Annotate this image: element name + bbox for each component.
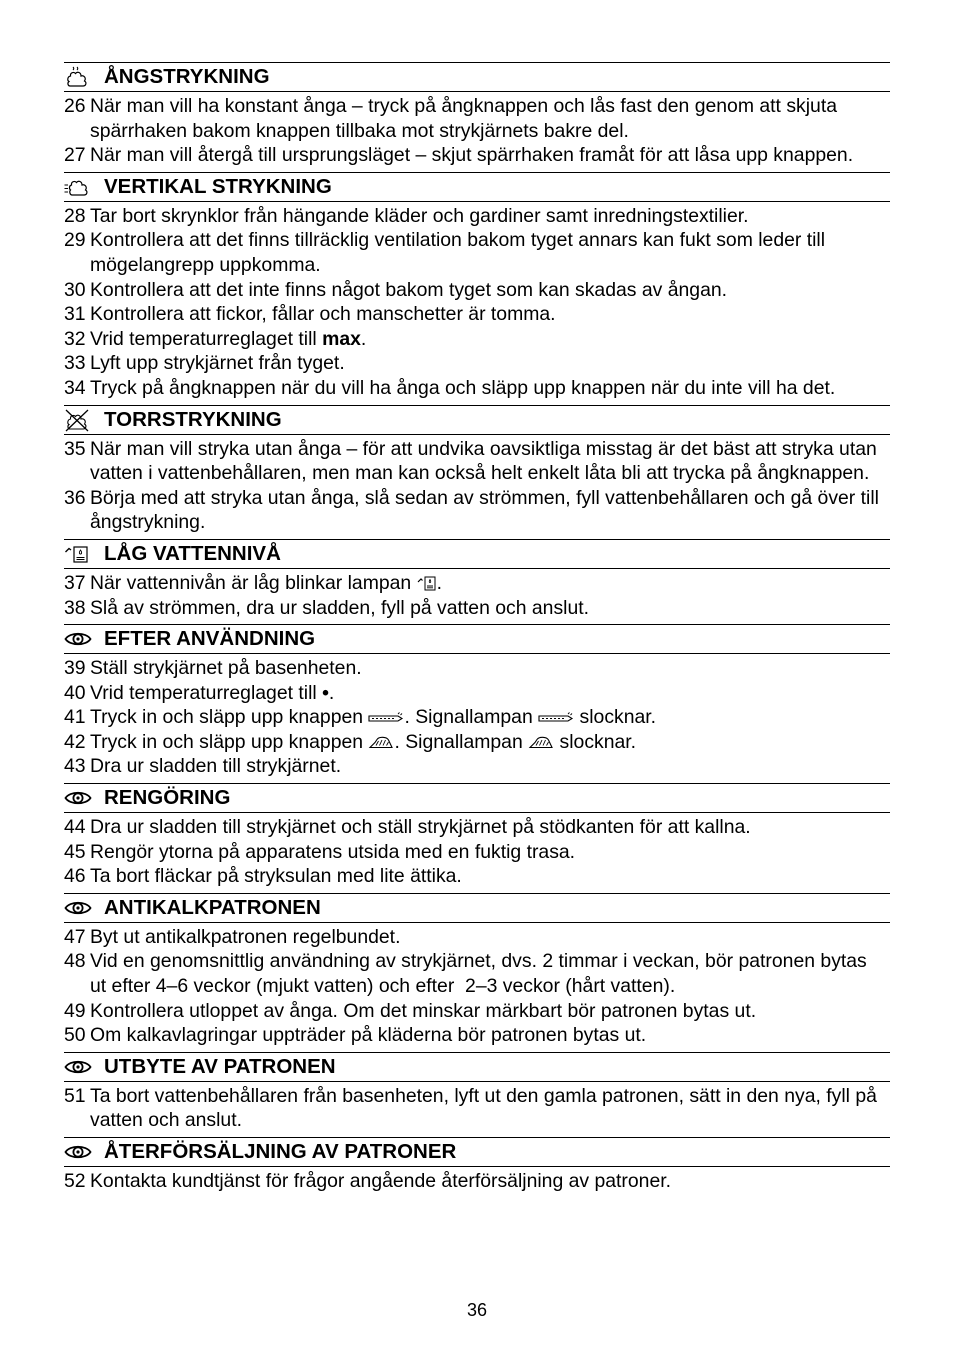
list-item xyxy=(64,754,890,779)
page-number: 36 xyxy=(466,1300,488,1320)
list-item xyxy=(64,143,890,168)
eye-icon xyxy=(64,898,104,918)
item-text-line: mögelangrepp uppkomma. xyxy=(90,253,321,276)
section-heading xyxy=(64,893,890,923)
item-text-line: vatten och anslut. xyxy=(90,1109,242,1132)
list-item xyxy=(64,705,890,730)
list-item xyxy=(64,1169,890,1194)
item-number: 37 xyxy=(64,571,86,594)
list-item xyxy=(64,864,890,889)
eye-icon xyxy=(64,1142,104,1162)
steam-lamp-icon xyxy=(538,711,574,725)
item-text-line: spärrhaken bakom knappen tillbaka mot strykjärnets bakre del. xyxy=(90,119,629,142)
item-text: Vrid temperaturreglaget till xyxy=(90,681,323,704)
list-item xyxy=(64,999,890,1024)
item-text: När vattennivån är låg blinkar lampan xyxy=(90,571,417,594)
max-setting-label: max xyxy=(322,327,361,350)
item-text-line: Rengör ytorna på apparatens utsida med en fuktig trasa. xyxy=(90,840,576,863)
section-heading xyxy=(64,62,890,92)
item-text-line: vatten i vattenbehållaren, men man kan också helt enkelt låta bli att trycka på ångknappen. xyxy=(90,462,870,485)
item-number: 43 xyxy=(64,755,86,778)
item-number: 30 xyxy=(64,278,86,301)
item-text-line xyxy=(90,571,442,596)
list-item xyxy=(64,228,890,277)
item-number: 46 xyxy=(64,865,86,888)
list-item xyxy=(64,486,890,535)
item-number: 52 xyxy=(64,1170,86,1192)
low-water-icon xyxy=(64,542,104,566)
list-item xyxy=(64,278,890,303)
item-text-line: När man vill ha konstant ånga – tryck på ångknappen och lås fast den genom att skjuta xyxy=(90,95,837,117)
item-number: 36 xyxy=(64,486,86,509)
item-text: . xyxy=(436,571,442,594)
item-number: 27 xyxy=(64,144,86,167)
item-text-line xyxy=(90,681,334,706)
item-number: 38 xyxy=(64,596,86,619)
section-angstrykning xyxy=(64,62,890,172)
list-item xyxy=(64,1023,890,1048)
item-text-line: När man vill stryka utan ånga – för att undvika oavsiktliga misstag är det bäst att stryka utan xyxy=(90,437,877,460)
section-title: RENGÖRING xyxy=(104,786,231,810)
list-item xyxy=(64,327,890,352)
item-number: 48 xyxy=(64,950,86,973)
list-item xyxy=(64,376,890,401)
vertical-steam-icon xyxy=(64,175,104,199)
list-item xyxy=(64,840,890,865)
list-item xyxy=(64,730,890,755)
item-text-line: Kontrollera utloppet av ånga. Om det minskar märkbart bör patronen bytas ut. xyxy=(90,999,757,1022)
section-heading xyxy=(64,1052,890,1082)
low-water-lamp-icon xyxy=(417,575,437,591)
item-number: 29 xyxy=(64,229,86,252)
item-number: 31 xyxy=(64,303,86,326)
item-text: Vrid temperaturreglaget till xyxy=(90,327,323,350)
item-text-line xyxy=(90,705,656,730)
item-text: . xyxy=(360,327,367,350)
eye-icon xyxy=(64,1057,104,1077)
item-text: Tryck in och släpp upp knappen xyxy=(90,730,369,753)
item-number: 32 xyxy=(64,327,86,350)
section-antikalkpatronen xyxy=(64,893,890,1052)
item-number: 39 xyxy=(64,657,86,680)
item-text-line: ångstrykning. xyxy=(90,511,206,534)
iron-button-icon xyxy=(368,734,394,750)
steam-button-icon xyxy=(368,711,404,725)
list-item xyxy=(64,437,890,486)
section-title: UTBYTE AV PATRONEN xyxy=(104,1054,336,1078)
item-number: 49 xyxy=(64,999,86,1022)
item-text-line: Kontrollera att fickor, fållar och manschetter är tomma. xyxy=(90,303,556,326)
item-text-line: Ta bort fläckar på stryksulan med lite ättika. xyxy=(90,865,462,888)
item-text-line: Dra ur sladden till strykjärnet. xyxy=(90,755,342,778)
list-item xyxy=(64,94,890,143)
item-text-line: Slå av strömmen, dra ur sladden, fyll på vatten och anslut. xyxy=(90,596,590,619)
section-vertikal-strykning xyxy=(64,172,890,405)
section-title: ANTIKALKPATRONEN xyxy=(104,895,321,919)
item-number: 40 xyxy=(64,681,86,704)
section-heading xyxy=(64,172,890,202)
section-torrstrykning xyxy=(64,405,890,539)
dry-ironing-icon xyxy=(64,408,104,432)
section-utbyte-av-patronen xyxy=(64,1052,890,1137)
section-rengoring xyxy=(64,783,890,893)
item-text-line xyxy=(90,730,636,755)
steam-icon xyxy=(64,65,104,89)
section-title: ÅNGSTRYKNING xyxy=(104,65,270,88)
list-item xyxy=(64,1084,890,1133)
section-title: VERTIKAL STRYKNING xyxy=(104,174,332,198)
item-text-line: Ta bort vattenbehållaren från basenheten, lyft ut den gamla patronen, sätt in den nya, fyll på xyxy=(90,1084,877,1107)
item-text: . Signallampan xyxy=(404,706,539,729)
list-item xyxy=(64,681,890,706)
list-item xyxy=(64,815,890,840)
section-heading xyxy=(64,405,890,435)
item-number: 51 xyxy=(64,1084,86,1107)
item-text-line: Börja med att stryka utan ånga, slå sedan av strömmen, fyll vattenbehållaren och gå över till xyxy=(90,486,879,509)
item-number: 42 xyxy=(64,730,86,753)
item-text-line xyxy=(90,327,366,352)
item-number: 33 xyxy=(64,352,86,375)
section-heading xyxy=(64,624,890,654)
section-title: LÅG VATTENNIVÅ xyxy=(104,541,281,565)
item-text: Tryck in och släpp upp knappen xyxy=(90,706,369,729)
item-text: . Signallampan xyxy=(394,730,529,753)
list-item xyxy=(64,302,890,327)
item-text-line: Kontrollera att det inte finns något bakom tyget som kan skadas av ångan. xyxy=(90,278,728,301)
item-text-line: Om kalkavlagringar uppträder på kläderna bör patronen bytas ut. xyxy=(90,1024,647,1047)
item-text-line: Kontrollera att det finns tillräcklig ventilation bakom tyget annars kan fukt som leder till xyxy=(90,229,826,252)
item-number: 41 xyxy=(64,706,86,729)
item-text: slocknar. xyxy=(574,706,657,729)
item-number: 47 xyxy=(64,925,86,948)
item-number: 50 xyxy=(64,1024,86,1047)
eye-icon xyxy=(64,629,104,649)
item-number: 28 xyxy=(64,204,86,227)
list-item xyxy=(64,571,890,596)
section-heading xyxy=(64,783,890,813)
list-item xyxy=(64,204,890,229)
item-text-line: Tar bort skrynklor från hängande kläder och gardiner samt inredningstextilier. xyxy=(90,204,749,227)
item-number: 26 xyxy=(64,95,86,117)
section-title: EFTER ANVÄNDNING xyxy=(104,627,316,651)
item-number: 45 xyxy=(64,840,86,863)
section-title: ÅTERFÖRSÄLJNING AV PATRONER xyxy=(104,1140,457,1163)
item-text-line: När man vill återgå till ursprungsläget – skjut spärrhaken framåt för att låsa upp knappen. xyxy=(90,144,854,167)
item-text: . xyxy=(328,681,335,704)
temperature-dot-symbol: • xyxy=(322,681,329,704)
item-number: 44 xyxy=(64,816,86,839)
item-number: 34 xyxy=(64,376,86,399)
eye-icon xyxy=(64,788,104,808)
section-title: TORRSTRYKNING xyxy=(104,407,282,431)
section-heading xyxy=(64,539,890,569)
list-item xyxy=(64,925,890,950)
item-number: 35 xyxy=(64,437,86,460)
item-text-line: Dra ur sladden till strykjärnet och ställ strykjärnet på stödkanten för att kallna. xyxy=(90,816,751,839)
item-text: slocknar. xyxy=(554,730,637,753)
list-item xyxy=(64,656,890,681)
item-text-line: ut efter 4–6 veckor (mjukt vatten) och efter 2–3 veckor (hårt vatten). xyxy=(90,975,676,998)
list-item xyxy=(64,949,890,998)
item-text-line: Vid en genomsnittlig användning av strykjärnet, dvs. 2 timmar i veckan, bör patronen bytas xyxy=(90,950,867,973)
item-text-line: Ställ strykjärnet på basenheten. xyxy=(90,657,362,680)
item-text-line: Lyft upp strykjärnet från tyget. xyxy=(90,352,345,375)
item-text-line: Kontakta kundtjänst för frågor angående återförsäljning av patroner. xyxy=(90,1170,672,1192)
item-text-line: Tryck på ångknappen när du vill ha ånga och släpp upp knappen när du inte vill ha det. xyxy=(90,376,836,399)
item-text-line: Byt ut antikalkpatronen regelbundet. xyxy=(90,925,401,948)
section-efter-anvandning xyxy=(64,624,890,783)
section-heading xyxy=(64,1137,890,1167)
section-aterforsaljning-av-patroner xyxy=(64,1137,890,1198)
list-item xyxy=(64,351,890,376)
section-lag-vattenniva xyxy=(64,539,890,624)
list-item xyxy=(64,596,890,621)
manual-page xyxy=(64,62,890,1198)
iron-lamp-icon xyxy=(528,734,554,750)
